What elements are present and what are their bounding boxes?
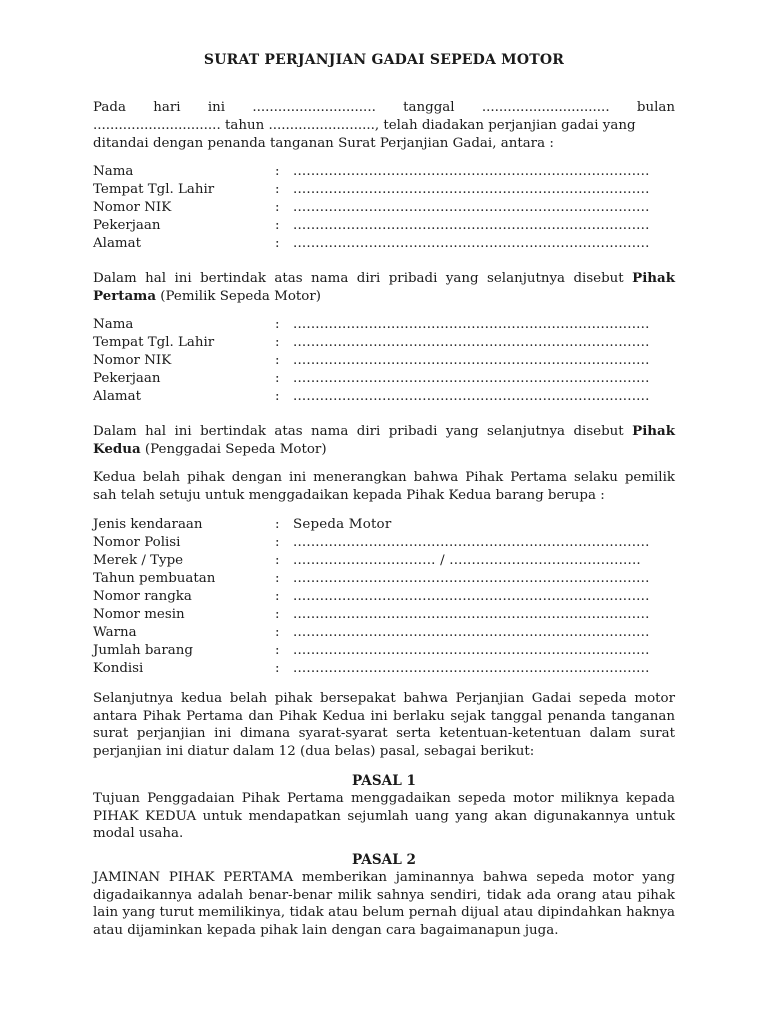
field-label: Jenis kendaraan — [93, 517, 203, 532]
opening-word: bulan — [636, 100, 675, 115]
field-label: Nomor NIK — [93, 353, 172, 368]
opening-word: ini — [207, 100, 226, 115]
field-label: Tempat Tgl. Lahir — [93, 335, 215, 350]
field-value[interactable]: ................................................................................ — [293, 317, 650, 332]
pasal-1-heading: PASAL 1 — [352, 773, 416, 789]
party-label-bold: Pihak — [632, 423, 675, 439]
field-colon: : — [275, 553, 280, 568]
field-label: Nama — [93, 164, 134, 179]
pasal-1-text: Tujuan Penggadaian Pihak Pertama menggadaikan sepeda motor miliknya kepada PIHAK KEDUA untuk mendapatkan sejumlah uang yang akan digunakannya untuk modal usaha. — [93, 791, 675, 842]
statement-text: Dalam hal ini bertindak atas nama diri pribadi yang selanjutnya disebut — [93, 424, 624, 439]
party2-statement — [93, 423, 675, 441]
field-label: Alamat — [93, 389, 141, 404]
field-colon: : — [275, 607, 280, 622]
field-label: Tahun pembuatan — [93, 571, 216, 586]
party-role: (Pemilik Sepeda Motor) — [160, 289, 321, 304]
field-label: Nomor mesin — [93, 607, 185, 622]
field-colon: : — [275, 571, 280, 586]
field-value[interactable]: ................................................................................ — [293, 182, 650, 197]
field-colon: : — [275, 371, 280, 386]
field-colon: : — [275, 335, 280, 350]
field-label: Pekerjaan — [93, 218, 161, 233]
field-value[interactable]: ................................................................................ — [293, 353, 650, 368]
field-colon: : — [275, 353, 280, 368]
field-value[interactable]: ................................................................................ — [293, 218, 650, 233]
agreement-intro: Kedua belah pihak dengan ini menerangkan bahwa Pihak Pertama selaku pemilik sah telah setuju untuk menggadaikan kepada Pihak Kedua barang berupa : — [93, 470, 675, 503]
opening-word: tanggal — [403, 100, 455, 115]
field-colon: : — [275, 661, 280, 676]
field-label: Nomor NIK — [93, 200, 172, 215]
opening-line-3: ditandai dengan penanda tanganan Surat Perjanjian Gadai, antara : — [93, 136, 554, 151]
opening-line-1 — [93, 100, 675, 115]
field-value[interactable]: Sepeda Motor — [293, 517, 392, 532]
field-colon: : — [275, 317, 280, 332]
field-colon: : — [275, 535, 280, 550]
field-value[interactable]: ................................................................................ — [293, 625, 650, 640]
field-value[interactable]: ................................................................................ — [293, 236, 650, 251]
party-label-bold: Kedua — [93, 441, 141, 457]
field-value[interactable]: ................................................................................ — [293, 335, 650, 350]
field-colon: : — [275, 218, 280, 233]
field-value[interactable]: ................................................................................ — [293, 389, 650, 404]
opening-word: Pada — [93, 100, 126, 115]
party-label-bold: Pihak — [632, 270, 675, 286]
party1-statement-line-2 — [93, 288, 675, 304]
statement-text: Dalam hal ini bertindak atas nama diri pribadi yang selanjutnya disebut — [93, 271, 624, 286]
field-label: Alamat — [93, 236, 141, 251]
opening-line-2: .............................. tahun ........................., telah diadakan perjanjian gadai yang — [93, 118, 636, 133]
pasal-2-text: JAMINAN PIHAK PERTAMA memberikan jaminannya bahwa sepeda motor yang digadaikannya adalah benar-benar milik sahnya sendiri, tidak ada orang atau pihak lain yang turut memilikinya, tidak atau belum pernah dijual atau dipindahkan haknya atau dijaminkan kepada pihak lain dengan cara bagaimanapun juga. — [93, 870, 675, 938]
field-colon: : — [275, 589, 280, 604]
field-colon: : — [275, 643, 280, 658]
field-label: Kondisi — [93, 661, 144, 676]
field-value[interactable]: ................................................................................ — [293, 643, 650, 658]
party-role: (Penggadai Sepeda Motor) — [144, 442, 327, 457]
field-label: Nama — [93, 317, 134, 332]
field-colon: : — [275, 517, 280, 532]
field-value[interactable]: ................................................................................ — [293, 164, 650, 179]
field-colon: : — [275, 236, 280, 251]
opening-word: hari — [153, 100, 181, 115]
field-colon: : — [275, 182, 280, 197]
field-label: Pekerjaan — [93, 371, 161, 386]
opening-blank: .............................. — [481, 100, 610, 115]
field-label: Tempat Tgl. Lahir — [93, 182, 215, 197]
field-colon: : — [275, 625, 280, 640]
closing-paragraph: Selanjutnya kedua belah pihak bersepakat bahwa Perjanjian Gadai sepeda motor antara Pihak Pertama dan Pihak Kedua ini berlaku sejak tanggal penanda tanganan surat perjanjian ini dimana syarat-syarat serta ketentuan-ketentuan dalam surat perjanjian ini diatur dalam 12 (dua belas) pasal, sebagai berikut: — [93, 691, 675, 759]
party1-statement — [93, 270, 675, 288]
field-label: Merek / Type — [93, 553, 184, 568]
field-value[interactable]: ................................................................................ — [293, 661, 650, 676]
pasal-2-heading: PASAL 2 — [352, 852, 416, 868]
field-value[interactable]: ................................................................................ — [293, 200, 650, 215]
opening-blank: ............................. — [252, 100, 376, 115]
field-label: Warna — [93, 625, 137, 640]
field-colon: : — [275, 164, 280, 179]
field-value[interactable]: ................................................................................ — [293, 535, 650, 550]
document-title: SURAT PERJANJIAN GADAI SEPEDA MOTOR — [203, 52, 565, 68]
field-value[interactable]: ................................ / ........................................... — [293, 553, 641, 568]
field-value[interactable]: ................................................................................ — [293, 607, 650, 622]
field-value[interactable]: ................................................................................ — [293, 571, 650, 586]
field-colon: : — [275, 389, 280, 404]
field-label: Jumlah barang — [93, 643, 193, 658]
field-value[interactable]: ................................................................................ — [293, 371, 650, 386]
field-label: Nomor rangka — [93, 589, 192, 604]
field-value[interactable]: ................................................................................ — [293, 589, 650, 604]
field-label: Nomor Polisi — [93, 535, 181, 550]
field-colon: : — [275, 200, 280, 215]
party-label-bold: Pertama — [93, 288, 156, 304]
party2-statement-line-2 — [93, 441, 675, 457]
